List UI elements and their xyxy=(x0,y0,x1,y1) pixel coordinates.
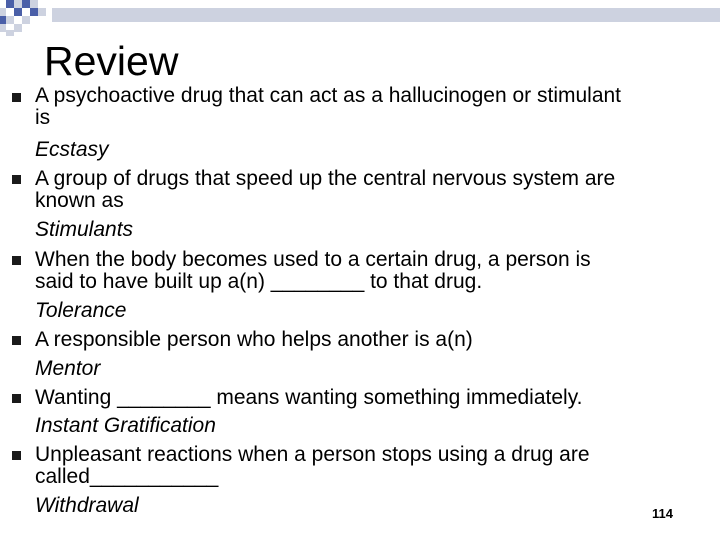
question-text: Wanting ________ means wanting something immediately. xyxy=(35,386,583,409)
answer-text: Tolerance xyxy=(35,299,127,322)
square-bullet-icon xyxy=(12,256,21,265)
answer-text: Stimulants xyxy=(35,218,134,241)
header-decoration xyxy=(0,0,720,40)
answer-text: Withdrawal xyxy=(35,494,139,517)
question-text: A group of drugs that speed up the central nervous system are known as xyxy=(35,167,616,212)
answer-text: Instant Gratification xyxy=(35,414,216,437)
answer-text: Mentor xyxy=(35,357,101,380)
square-bullet-icon xyxy=(12,394,21,403)
square-bullet-icon xyxy=(12,175,21,184)
slide-title: Review xyxy=(44,38,179,84)
square-bullet-icon xyxy=(12,451,21,460)
question-text: A responsible person who helps another is a(n) xyxy=(35,328,473,351)
answer-text: Ecstasy xyxy=(35,138,109,161)
square-bullet-icon xyxy=(12,93,21,102)
question-text: When the body becomes used to a certain drug, a person is said to have built up a(n) ________ to that drug. xyxy=(35,248,591,293)
question-text: A psychoactive drug that can act as a hallucinogen or stimulant is xyxy=(35,84,622,129)
page-number: 114 xyxy=(652,506,673,521)
question-text: Unpleasant reactions when a person stops using a drug are called___________ xyxy=(35,443,590,488)
square-bullet-icon xyxy=(12,336,21,345)
